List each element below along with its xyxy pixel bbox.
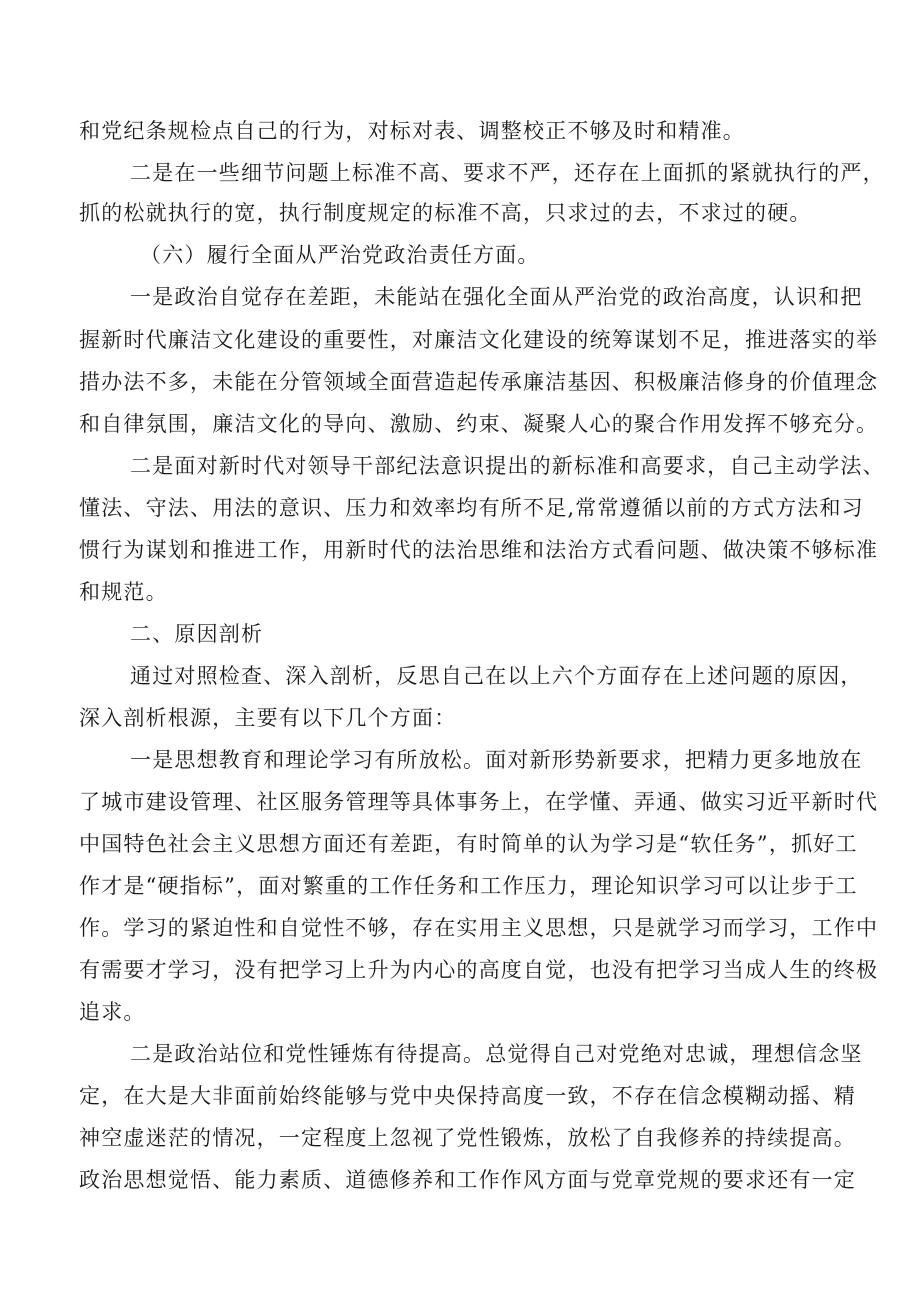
- text-line: 一是思想教育和理论学习有所放松。面对新形势新要求，把精力更多地放在: [130, 748, 863, 772]
- text-line: 深入剖析根源，主要有以下几个方面：: [79, 706, 457, 730]
- text-line: 作才是“硬指标”，面对繁重的工作任务和工作压力，理论知识学习可以让步于工: [79, 874, 858, 898]
- text-line: 抓的松就执行的宽，执行制度规定的标准不高，只求过的去，不求过的硬。: [79, 201, 812, 225]
- text-line: 措办法不多，未能在分管领域全面营造起传承廉洁基因、积极廉洁修身的价值理念: [79, 370, 879, 394]
- text-line: 惯行为谋划和推进工作，用新时代的法治思维和法治方式看问题、做决策不够标准: [79, 538, 879, 562]
- text-line: 追求。: [79, 1000, 146, 1024]
- text-line: 和自律氛围，廉洁文化的导向、激励、约束、凝聚人心的聚合作用发挥不够充分。: [79, 412, 879, 436]
- section-heading: （六）履行全面从严治党政治责任方面。: [140, 243, 540, 267]
- text-line: 二是面对新时代对领导干部纪法意识提出的新标准和高要求，自己主动学法、: [130, 454, 885, 478]
- section-heading: 二、原因剖析: [130, 622, 264, 646]
- text-line: 政治思想觉悟、能力素质、道德修养和工作作风方面与党章党规的要求还有一定: [79, 1168, 856, 1192]
- text-line: 和规范。: [79, 580, 168, 604]
- text-line: 握新时代廉洁文化建设的重要性，对廉洁文化建设的统筹谋划不足，推进落实的举: [79, 328, 879, 352]
- text-line: 和党纪条规检点自己的行为，对标对表、调整校正不够及时和精准。: [79, 119, 745, 143]
- text-line: 二是在一些细节问题上标准不高、要求不严，还存在上面抓的紧就执行的严，: [130, 161, 885, 185]
- text-line: 二是政治站位和党性锤炼有待提高。总觉得自己对党绝对忠诚，理想信念坚: [130, 1042, 863, 1066]
- text-line: 定，在大是大非面前始终能够与党中央保持高度一致，不存在信念模糊动摇、精: [79, 1084, 856, 1108]
- text-line: 通过对照检查、深入剖析，反思自己在以上六个方面存在上述问题的原因，: [130, 664, 863, 688]
- text-line: 一是政治自觉存在差距，未能站在强化全面从严治党的政治高度，认识和把: [130, 285, 863, 309]
- text-line: 懂法、守法、用法的意识、压力和效率均有所不足,常常遵循以前的方式方法和习: [79, 496, 864, 520]
- text-line: 了城市建设管理、社区服务管理等具体事务上，在学懂、弄通、做实习近平新时代: [79, 790, 879, 814]
- text-line: 有需要才学习，没有把学习上升为内心的高度自觉，也没有把学习当成人生的终极: [79, 958, 879, 982]
- text-line: 中国特色社会主义思想方面还有差距，有时简单的认为学习是“软任务”，抓好工: [79, 832, 858, 856]
- text-line: 神空虚迷茫的情况，一定程度上忽视了党性锻炼，放松了自我修养的持续提高。: [79, 1126, 856, 1150]
- text-line: 作。学习的紧迫性和自觉性不够，存在实用主义思想，只是就学习而学习，工作中: [79, 916, 879, 940]
